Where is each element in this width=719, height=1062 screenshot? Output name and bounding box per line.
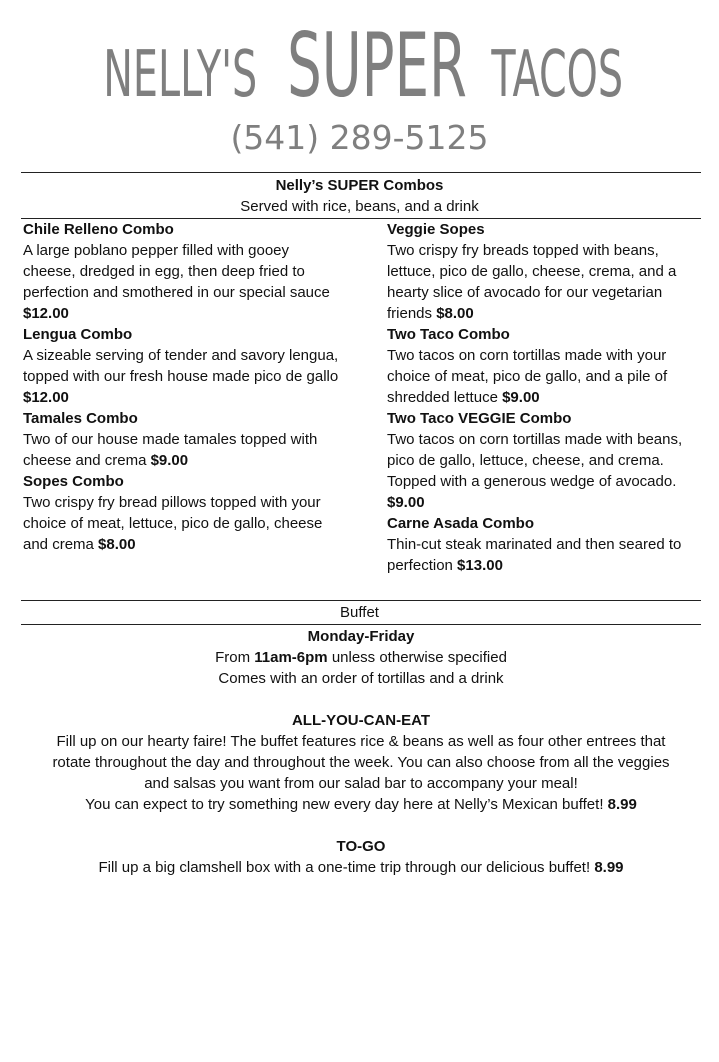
ayce-title: ALL-YOU-CAN-EAT <box>291 712 431 729</box>
menu-item-name: Sopes Combo <box>23 473 124 490</box>
menu-item-description-text: Two of our house made tamales topped with cheese and crema <box>23 431 318 469</box>
ayce-price: 8.99 <box>607 796 637 813</box>
menu-item-description-text: A sizeable serving of tender and savory lengua, topped with our fresh house made pico de gallo <box>23 347 339 385</box>
menu-item-description <box>387 429 697 513</box>
menu-item-description <box>23 345 343 408</box>
ayce-description-text: You can expect to try something new every day here at Nelly’s Mexican buffet! <box>85 796 604 813</box>
menu-item-description <box>23 492 343 555</box>
logo-word-nellys: NELLY'S <box>103 38 258 112</box>
buffet-hours <box>22 647 700 668</box>
menu-item-price: $8.00 <box>98 536 136 553</box>
buffet-hours-suffix: unless otherwise specified <box>331 649 507 666</box>
menu-item-price: $9.00 <box>502 389 540 406</box>
menu-item-description-text: Two tacos on corn tortillas made with your choice of meat, pico de gallo, and a pile of shredded lettuce <box>387 347 668 406</box>
menu-item-description <box>387 345 697 408</box>
buffet-days: Monday-Friday <box>307 628 415 645</box>
menu-item-description <box>387 240 697 324</box>
logo-word-super: SUPER <box>287 14 468 117</box>
combos-left-column <box>23 219 343 555</box>
menu-item-name: Tamales Combo <box>23 410 138 427</box>
combos-subtitle: Served with rice, beans, and a drink <box>240 198 479 215</box>
togo-price: 8.99 <box>594 859 624 876</box>
ayce-description-line: and salsas you want from our salad bar to accompany your meal! <box>144 775 578 792</box>
divider <box>21 172 701 173</box>
menu-item-price: $12.00 <box>23 305 69 322</box>
menu-item-name: Carne Asada Combo <box>387 515 534 532</box>
menu-item <box>23 408 343 471</box>
menu-item-price: $13.00 <box>457 557 503 574</box>
ayce-description-line: Fill up on our hearty faire! The buffet features rice & beans as well as four other entrees that <box>56 733 666 750</box>
menu-item-name: Two Taco VEGGIE Combo <box>387 410 572 427</box>
buffet-title: Buffet <box>340 604 379 621</box>
divider <box>21 600 701 601</box>
togo-description-text: Fill up a big clamshell box with a one-time trip through our delicious buffet! <box>98 859 591 876</box>
menu-item <box>387 513 697 576</box>
menu-item-description <box>387 534 697 576</box>
ayce-description-line <box>22 794 700 815</box>
menu-item-price: $12.00 <box>23 389 69 406</box>
menu-item <box>387 219 697 324</box>
menu-item-description-text: Thin-cut steak marinated and then seared to perfection <box>387 536 682 574</box>
menu-item-price: $9.00 <box>387 494 425 511</box>
menu-item-description <box>23 429 343 471</box>
togo-description <box>22 857 700 878</box>
menu-item-price: $8.00 <box>436 305 474 322</box>
menu-item-name: Lengua Combo <box>23 326 133 343</box>
buffet-section <box>22 626 700 878</box>
restaurant-logo <box>0 14 719 117</box>
menu-item-description-text: Two crispy fry bread pillows topped with your choice of meat, lettuce, pico de gallo, cheese and crema <box>23 494 323 553</box>
phone-number: (541) 289-5125 <box>230 118 489 157</box>
buffet-hours-prefix: From <box>215 649 251 666</box>
menu-item-description-text: Two tacos on corn tortillas made with beans, pico de gallo, lettuce, cheese, and crema. Topped with a generous wedge of avocado. <box>387 431 683 490</box>
buffet-hours-value: 11am-6pm <box>254 649 328 666</box>
menu-item-price: $9.00 <box>150 452 189 469</box>
divider <box>21 624 701 625</box>
menu-item-description-text: Two crispy fry breads topped with beans, lettuce, pico de gallo, cheese, crema, and a hearty slice of avocado for our vegetarian friends <box>387 242 677 322</box>
menu-item-name: Veggie Sopes <box>387 221 485 238</box>
combos-title: Nelly’s SUPER Combos <box>275 177 444 194</box>
combos-right-column <box>387 219 697 576</box>
togo-title: TO-GO <box>336 838 386 855</box>
menu-item-name: Two Taco Combo <box>387 326 510 343</box>
menu-item-name: Chile Relleno Combo <box>23 221 174 238</box>
menu-item <box>23 471 343 555</box>
menu-item <box>387 324 697 408</box>
menu-item-description <box>23 240 343 324</box>
logo-word-tacos: TACOS <box>490 38 623 112</box>
menu-item <box>387 408 697 513</box>
ayce-description-line: rotate throughout the day and throughout the week. You can also choose from all the veggies <box>52 754 670 771</box>
menu-item <box>23 324 343 408</box>
buffet-includes: Comes with an order of tortillas and a drink <box>218 670 504 687</box>
menu-item <box>23 219 343 324</box>
menu-item-description-text: A large poblano pepper filled with gooey cheese, dredged in egg, then deep fried to perfection and smothered in our special sauce <box>23 242 330 301</box>
